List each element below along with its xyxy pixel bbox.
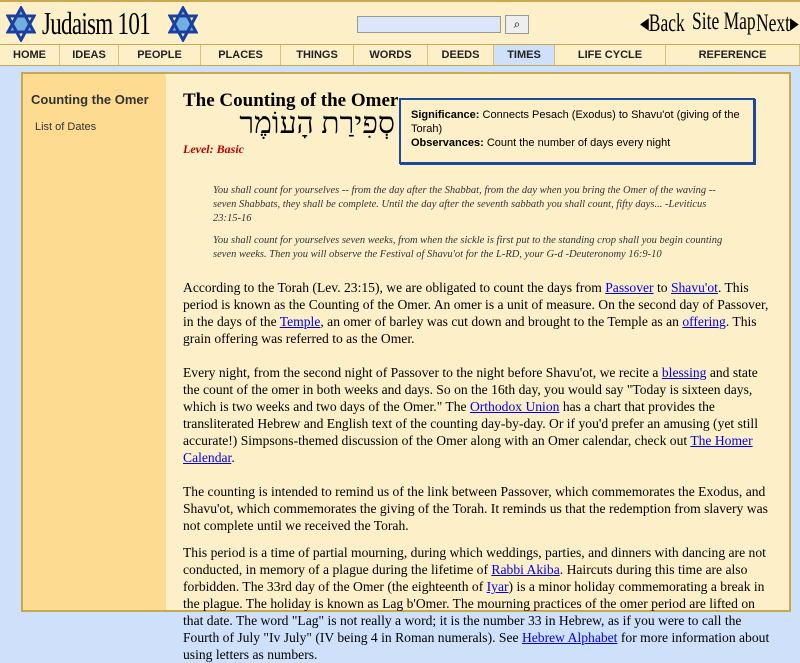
text: for more information about using letters as numbers. bbox=[183, 630, 770, 662]
nav-home[interactable]: HOME bbox=[0, 45, 60, 65]
link-temple[interactable]: Temple bbox=[279, 314, 321, 329]
nav-reference[interactable]: REFERENCE bbox=[666, 45, 800, 65]
logo-text: Judaism 101 bbox=[42, 5, 150, 41]
main-content bbox=[166, 74, 789, 662]
nav-words[interactable]: WORDS bbox=[354, 45, 428, 65]
text: This period is a time of partial mourning, during which weddings, parties, and dinners with dancing are not conducted, in memory of a plague during the lifetime of bbox=[183, 545, 766, 577]
link-shavuot[interactable]: Shavu'ot bbox=[670, 280, 718, 295]
quote-leviticus: You shall count for yourselves -- from the day after the Shabbat, from the day when you bring the Omer of the waving -- seven Shabbats, they shall be complete. Until the day after the seventh sabbath you shall count, fifty days... -Leviticus 23:15-16 bbox=[213, 185, 716, 224]
paragraph bbox=[183, 364, 775, 466]
text: According to the Torah (Lev. 23:15), we are obligated to count the days from bbox=[183, 280, 606, 295]
significance-text: Connects Pesach (Exodus) to Shavu'ot (giving of the Torah) bbox=[411, 109, 740, 135]
text: has a chart that provides the transliterated Hebrew and English text of the counting day-by-day. Or if you'd prefer an amusing (yet still accurate!) Simpsons-themed discussion of the Omer along with an Omer calendar, check out bbox=[183, 399, 758, 448]
sidebar bbox=[23, 74, 166, 610]
link-iyar[interactable]: Iyar bbox=[486, 579, 509, 594]
link-passover[interactable]: Passover bbox=[605, 280, 654, 295]
paragraph bbox=[183, 279, 775, 347]
back-link[interactable]: ◂Back bbox=[640, 10, 685, 37]
quote-deuteronomy: You shall count for yourselves seven weeks, from when the sickle is first put to the standing crop shall you begin counting seven weeks. Then you will observe the Festival of Shavu'ot for the L-RD, your G-d -Deuteronomy 16:9-10 bbox=[213, 235, 723, 260]
nav-things[interactable]: THINGS bbox=[281, 45, 354, 65]
site-map-link[interactable]: Site Map bbox=[692, 8, 756, 35]
significance-box bbox=[399, 98, 755, 164]
text: ) is a minor holiday commemorating a break in the plague. The holiday is known as Lag b'Omer. The mourning practices of the omer period are lifted on that date. The word "Lag" is not really a word; it is the number 33 in Hebrew, as if you were to call the Fourth of July "Iv July" (IV being 4 in Roman numerals). See bbox=[183, 579, 765, 645]
link-rabbi-akiba[interactable]: Rabbi Akiba bbox=[491, 562, 560, 577]
text: Every night, from the second night of Passover to the night before Shavu'ot, we recite a bbox=[183, 365, 662, 380]
nav-ideas[interactable]: IDEAS bbox=[60, 45, 119, 65]
link-orthodox-union[interactable]: Orthodox Union bbox=[469, 399, 560, 414]
nav-deeds[interactable]: DEEDS bbox=[428, 45, 494, 65]
observances-label: Observances: bbox=[411, 137, 484, 149]
content-box bbox=[21, 72, 791, 662]
main-nav bbox=[0, 44, 800, 66]
star-of-david-icon bbox=[168, 6, 198, 42]
paragraph bbox=[183, 544, 775, 663]
sidebar-title[interactable]: Counting the Omer bbox=[31, 92, 149, 107]
search-input[interactable] bbox=[357, 16, 501, 33]
nav-people[interactable]: PEOPLE bbox=[119, 45, 201, 65]
hebrew-title: סְפִירַת הָעוֹמֶר bbox=[239, 107, 395, 140]
link-hebrew-alphabet[interactable]: Hebrew Alphabet bbox=[521, 630, 618, 645]
nav-times[interactable]: TIMES bbox=[494, 45, 555, 65]
observances-text: Count the number of days every night bbox=[483, 137, 671, 149]
text: to bbox=[653, 280, 671, 295]
star-of-david-icon bbox=[6, 6, 36, 42]
search-button[interactable]: ⌕ bbox=[505, 15, 529, 34]
text: and state the count of the omer in both weeks and days. So on the 16th day, you would say "Today is sixteen days, which is two weeks and two days of the Omer." The bbox=[183, 365, 758, 414]
nav-places[interactable]: PLACES bbox=[201, 45, 281, 65]
paragraph: The counting is intended to remind us of the link between Passover, which commemorates the Exodus, and Shavu'ot, which commemorates the giving of the Torah. It reminds us that the redemption from slavery was not complete until we received the Torah. bbox=[183, 484, 768, 533]
link-blessing[interactable]: blessing bbox=[661, 365, 707, 380]
level-label: Level: Basic bbox=[183, 142, 244, 156]
link-homer-calendar[interactable]: The Homer Calendar bbox=[183, 433, 753, 465]
link-offering[interactable]: offering bbox=[682, 314, 726, 329]
text: . bbox=[231, 450, 235, 465]
sidebar-item-list-of-dates[interactable]: List of Dates bbox=[35, 121, 97, 133]
text: . This period is known as the Counting of the Omer. An omer is a unit of measure. On the second day of Passover, in the days of the bbox=[183, 280, 769, 329]
text: . This grain offering was referred to as the Omer. bbox=[183, 314, 757, 346]
site-header bbox=[0, 0, 800, 44]
page-title: The Counting of the Omer bbox=[183, 90, 399, 111]
site-logo[interactable] bbox=[6, 5, 198, 42]
next-link[interactable]: Next▸ bbox=[756, 10, 799, 37]
significance-label: Significance: bbox=[411, 109, 480, 121]
text: . Haircuts during this time are also forbidden. The 33rd day of the Omer (the eighteenth of bbox=[183, 562, 748, 594]
nav-life-cycle[interactable]: LIFE CYCLE bbox=[555, 45, 666, 65]
text: , an omer of barley was cut down and brought to the Temple as an bbox=[320, 314, 683, 329]
